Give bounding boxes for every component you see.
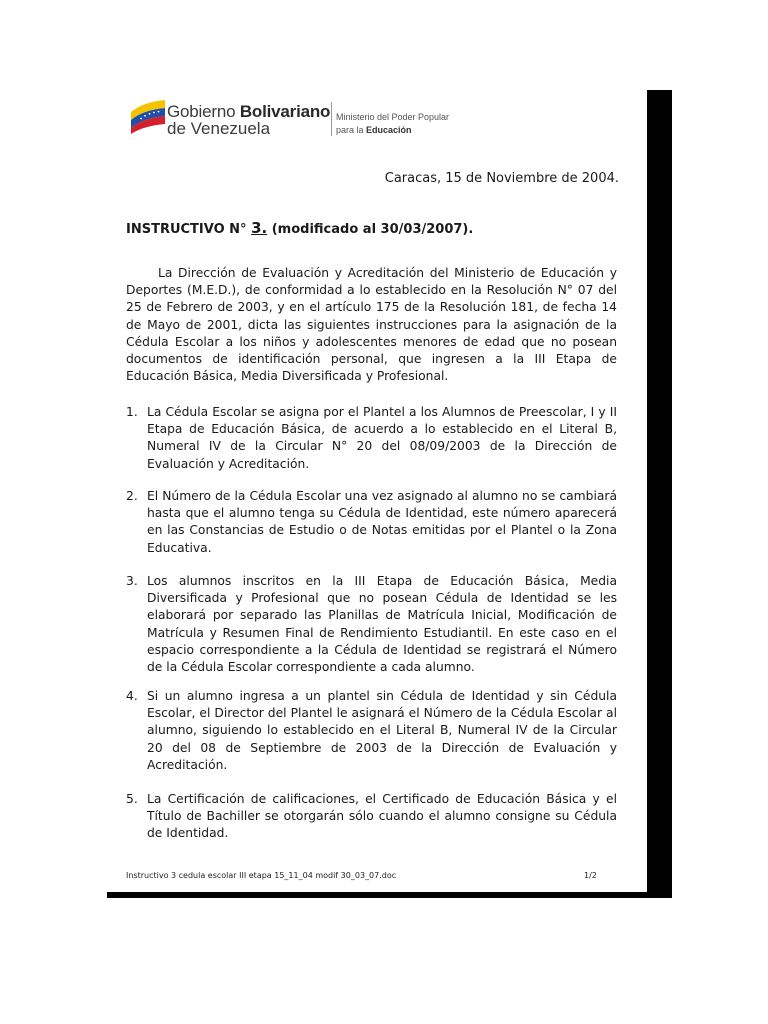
list-item-number: 3. xyxy=(126,574,138,588)
logo-bolivariano: Bolivariano xyxy=(239,102,331,121)
page-shadow-right xyxy=(647,90,672,898)
list-item-text: La Certificación de calificaciones, el Certificado de Educación Básica y el Título de Bachiller se otorgarán sólo cuando el alumno consigne su Cédula de Identidad. xyxy=(147,792,617,841)
list-item-text: La Cédula Escolar se asigna por el Plantel a los Alumnos de Preescolar, I y II Etapa de Educación Básica, de acuerdo a lo establecido en el Literal B, Numeral IV de la Circular N° 20 del 08/09/2003 de la Dirección de Evaluación y Acreditación. xyxy=(147,405,617,471)
logo-gobierno: Gobierno xyxy=(167,102,240,121)
title-prefix: INSTRUCTIVO N° xyxy=(126,222,252,237)
ministry-para-la: para la xyxy=(336,125,367,135)
footer-filename: Instructivo 3 cedula escolar III etapa 15_11_04 modif 30_03_07.doc xyxy=(126,871,397,880)
list-item-2 xyxy=(126,488,617,557)
list-item-number: 2. xyxy=(126,489,138,503)
list-item-text: Los alumnos inscritos en la III Etapa de Educación Básica, Media Diversificada y Profesional que no posean Cédula de Identidad se les elaborará por separado las Planillas de Matrícula Inicial, Modificación de Matrícula y Resumen Final de Rendimiento Estudiantil. En este caso en el espacio correspondiente a la Cédula de Identidad se registrará el Número de la Cédula Escolar correspondiente a cada alumno. xyxy=(147,574,617,675)
title-number: 3. xyxy=(251,219,268,237)
intro-paragraph: La Dirección de Evaluación y Acreditación del Ministerio de Educación y Deportes (M.E.D.), de conformidad a lo establecido en la Resolución N° 07 del 25 de Febrero de 2003, y en el artículo 175 de la Resolución 181, de fecha 14 de Mayo de 2001, dicta las siguientes instrucciones para la asignación de la Cédula Escolar a los niños y adolescentes menores de edad que no posean documentos de identificación personal, que ingresen a la III Etapa de Educación Básica, Media Diversificada y Profesional. xyxy=(126,266,617,384)
venezuela-flag-logo xyxy=(129,98,167,134)
list-item-number: 1. xyxy=(126,405,138,419)
ministry-educacion: Educación xyxy=(366,125,412,135)
document-title xyxy=(126,219,473,237)
document-page xyxy=(107,90,647,892)
page-shadow-bottom xyxy=(107,892,672,898)
title-suffix: (modificado al 30/03/2007). xyxy=(267,222,474,237)
ministry-line2 xyxy=(336,125,412,135)
ministry-line1: Ministerio del Poder Popular xyxy=(336,112,450,122)
document-date: Caracas, 15 de Noviembre de 2004. xyxy=(384,171,619,186)
list-item-3 xyxy=(126,573,617,676)
list-item-1 xyxy=(126,404,617,473)
logo-divider xyxy=(331,102,332,136)
list-item-text: Si un alumno ingresa a un plantel sin Cédula de Identidad y sin Cédula Escolar, el Director del Plantel le asignará el Número de la Cédula Escolar al alumno, siguiendo lo establecido en el Literal B, Numeral IV de la Circular 20 del 08 de Septiembre de 2003 de la Dirección de Evaluación y Acreditación. xyxy=(147,689,617,772)
list-item-number: 4. xyxy=(126,689,138,703)
list-item-5 xyxy=(126,791,617,843)
footer-page-number: 1/2 xyxy=(584,871,597,880)
logo-title-line2: de Venezuela xyxy=(167,119,271,138)
list-item-4 xyxy=(126,688,617,774)
list-item-text: El Número de la Cédula Escolar una vez asignado al alumno no se cambiará hasta que el alumno tenga su Cédula de Identidad, este número aparecerá en las Constancias de Estudio o de Notas emitidas por el Plantel o la Zona Educativa. xyxy=(147,489,617,555)
list-item-number: 5. xyxy=(126,792,138,806)
